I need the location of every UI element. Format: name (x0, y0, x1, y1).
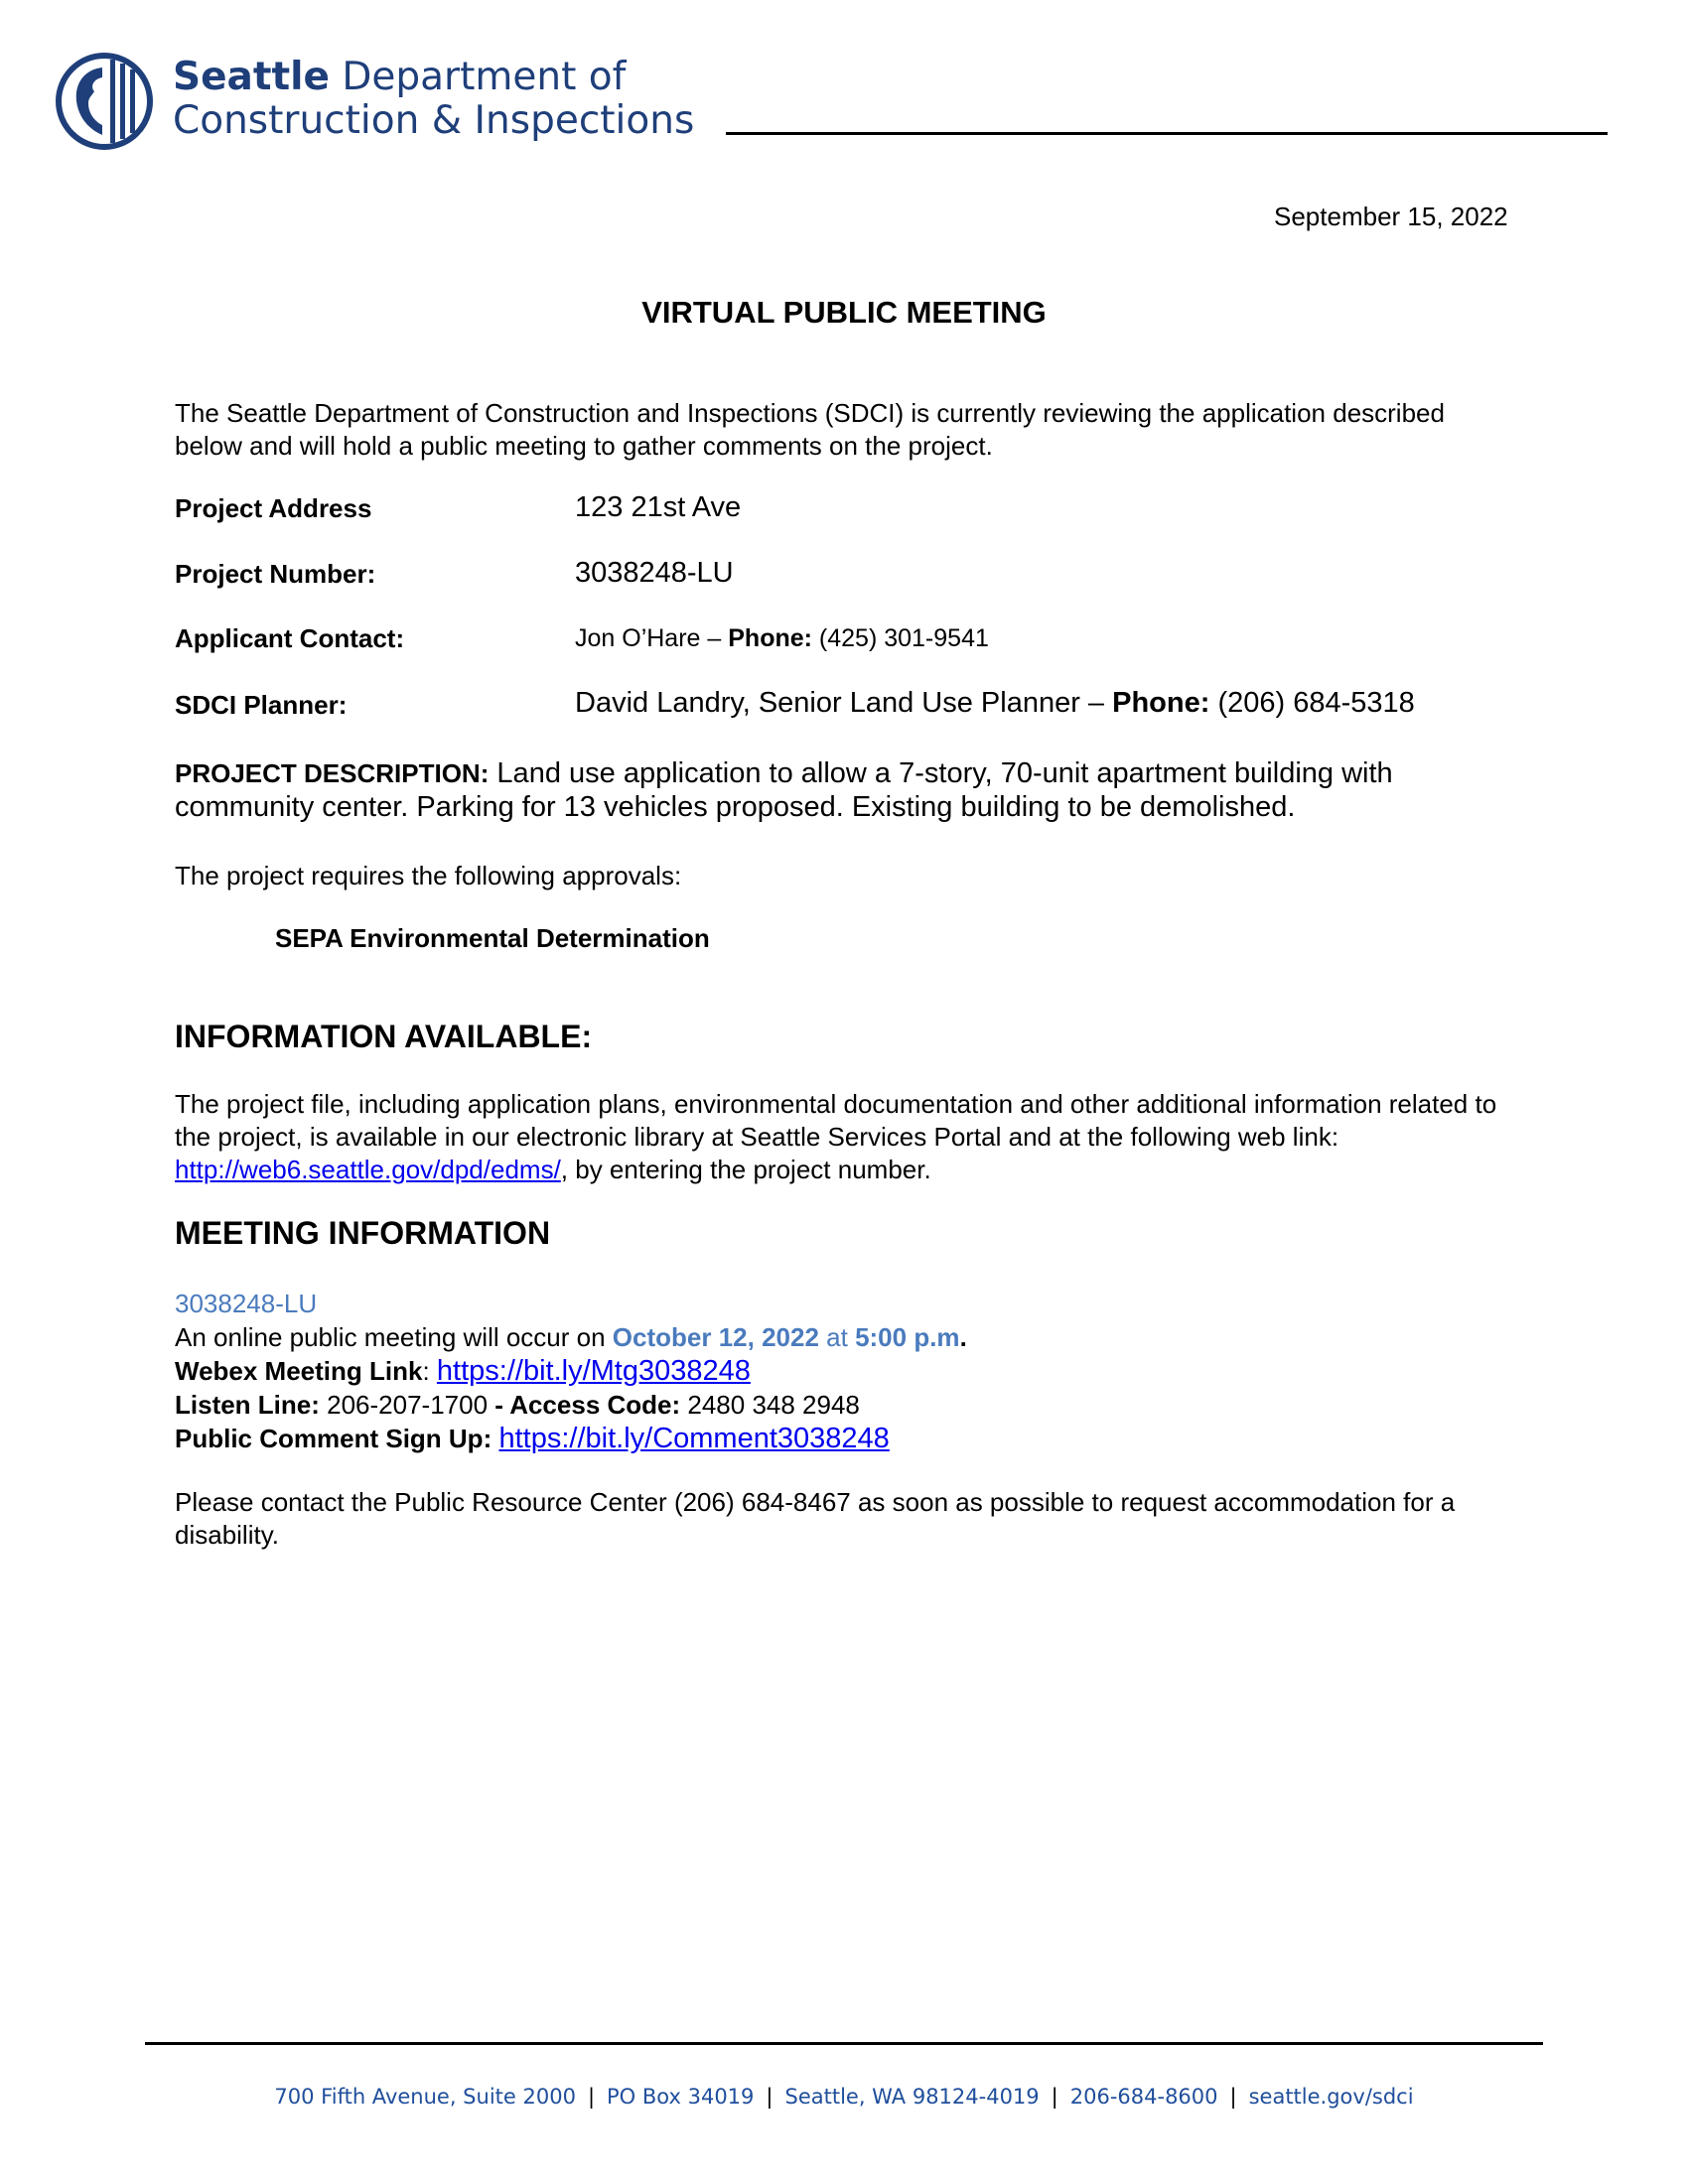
comment-line (175, 1422, 1525, 1455)
meeting-at: at (818, 1322, 856, 1352)
planner-phone-label: Phone: (1112, 687, 1210, 719)
info-text-after: , by entering the project number. (560, 1155, 931, 1184)
intro-paragraph: The Seattle Department of Construction and Inspections (SDCI) is currently reviewing the application described below and will hold a public meeting to gather comments on the project. (175, 398, 1445, 461)
listen-line (175, 1388, 1525, 1422)
webex-link[interactable]: https://bit.ly/Mtg3038248 (436, 1355, 751, 1387)
brand-rest: Department of (342, 55, 627, 99)
contact-note: Please contact the Public Resource Center (206) 684-8467 as soon as possible to request accommodation for a disability. (175, 1487, 1456, 1550)
meeting-date: October 12, 2022 (612, 1322, 819, 1352)
comment-label: Public Comment Sign Up: (175, 1424, 492, 1453)
meeting-period: . (959, 1322, 967, 1352)
project-address-value: 123 21st Ave (575, 491, 742, 523)
info-text-before: The project file, including application plans, environmental documentation and other additional information related to the project, is available in our electronic library at Seattle Services Portal and at the following web link: (175, 1089, 1497, 1152)
info-available-heading: INFORMATION AVAILABLE: (175, 1019, 593, 1054)
info-available-text (175, 1088, 1505, 1186)
applicant-contact-label: Applicant Contact: (175, 623, 405, 653)
project-number-label: Project Number: (175, 559, 376, 589)
footer-divider (145, 2042, 1543, 2045)
project-description-text: Land use application to allow a 7-story, 70-unit apartment building with community center. Parking for 13 vehicles proposed. Existing building to be demolished. (175, 757, 1393, 823)
access-code: 2480 348 2948 (680, 1390, 860, 1420)
planner-label: SDCI Planner: (175, 690, 348, 720)
approval-item: SEPA Environmental Determination (275, 923, 710, 953)
approvals-intro: The project requires the following approvals: (175, 861, 682, 890)
applicant-phone: (425) 301-9541 (811, 624, 989, 652)
listen-number: 206-207-1700 (319, 1390, 495, 1420)
applicant-phone-label: Phone: (728, 624, 812, 652)
footer-website[interactable]: seattle.gov/sdci (1248, 2085, 1414, 2109)
meeting-time: 5:00 p.m (855, 1322, 960, 1352)
access-code-label: - Access Code: (494, 1390, 681, 1420)
footer-separator: | (587, 2085, 596, 2109)
footer-separator: | (1229, 2085, 1237, 2109)
meeting-project-number: 3038248-LU (175, 1289, 318, 1318)
applicant-name: Jon O’Hare – (575, 624, 729, 652)
notice-date: September 15, 2022 (1274, 202, 1508, 231)
planner-name: David Landry, Senior Land Use Planner – (575, 687, 1113, 719)
comment-signup-link[interactable]: https://bit.ly/Comment3038248 (498, 1423, 890, 1454)
applicant-contact-value (575, 624, 989, 653)
project-number-value: 3038248-LU (575, 557, 734, 589)
footer-separator: | (766, 2085, 774, 2109)
webex-line (175, 1354, 1525, 1388)
footer-phone: 206-684-8600 (1069, 2085, 1218, 2109)
occur-prefix: An online public meeting will occur on (175, 1322, 613, 1352)
project-description (175, 756, 1505, 824)
footer-city: Seattle, WA 98124-4019 (784, 2085, 1040, 2109)
project-address-label: Project Address (175, 493, 372, 523)
edms-link[interactable]: http://web6.seattle.gov/dpd/edms/ (175, 1155, 561, 1184)
listen-label: Listen Line: (175, 1390, 320, 1420)
header-divider (726, 132, 1608, 135)
planner-phone: (206) 684-5318 (1209, 687, 1415, 719)
project-description-label: PROJECT DESCRIPTION: (175, 758, 490, 788)
meeting-info-heading: MEETING INFORMATION (175, 1215, 551, 1251)
footer-address: 700 Fifth Avenue, Suite 2000 (274, 2085, 576, 2109)
planner-value (575, 687, 1415, 720)
meeting-occur-line (175, 1320, 1525, 1354)
footer-separator: | (1051, 2085, 1058, 2109)
footer-po-box: PO Box 34019 (607, 2085, 755, 2109)
page-title: VIRTUAL PUBLIC MEETING (641, 295, 1047, 330)
brand-bold: Seattle (173, 55, 330, 99)
webex-colon: : (422, 1356, 437, 1386)
brand-line2: Construction & Inspections (173, 98, 695, 143)
meeting-details (175, 1287, 1525, 1455)
footer (0, 2085, 1688, 2109)
webex-label: Webex Meeting Link (175, 1356, 423, 1386)
department-brand (173, 56, 694, 143)
seattle-seal-icon (55, 52, 154, 151)
